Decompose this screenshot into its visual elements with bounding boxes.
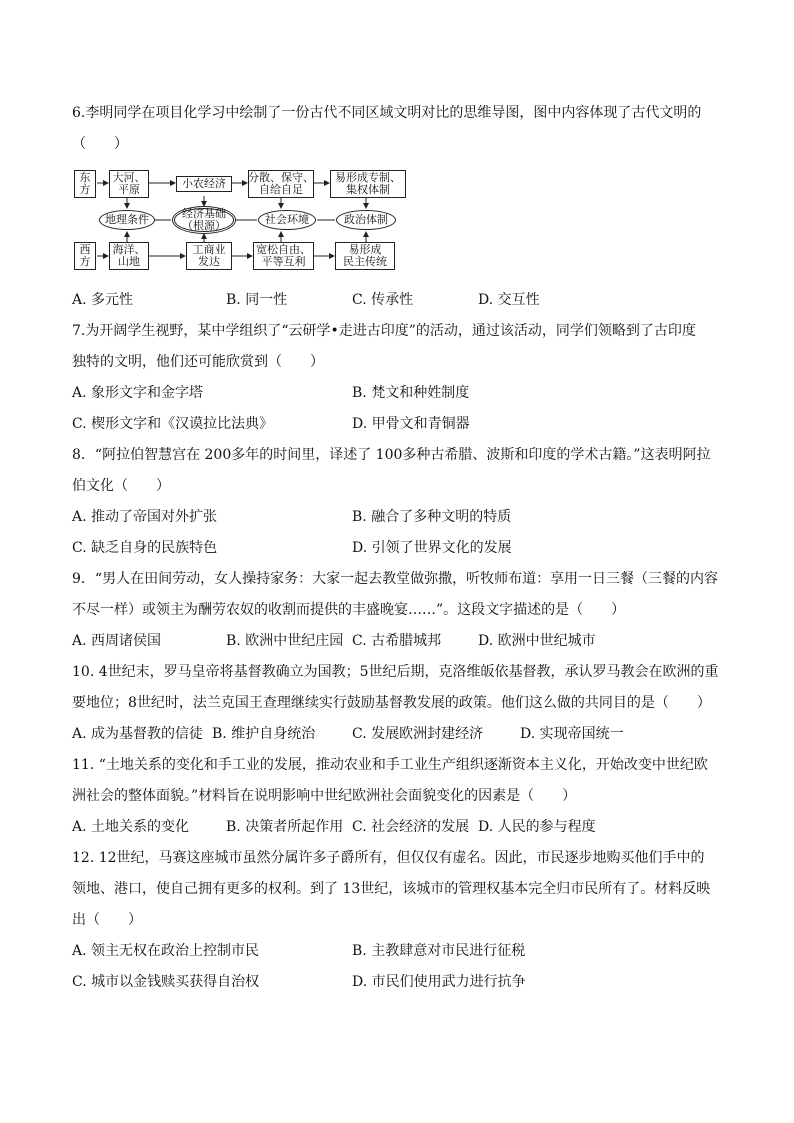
q12-option-d[interactable]: D. 市民们使用武力进行抗争	[352, 974, 526, 990]
west-economy-box: 工商业 发达	[186, 242, 232, 270]
q8-option-c[interactable]: C. 缺乏自身的民族特色	[72, 540, 218, 556]
social-environment-label: 社会环境	[258, 210, 316, 230]
civilization-mind-map	[72, 166, 412, 276]
q12-option-c[interactable]: C. 城市以金钱赎买获得自治权	[72, 974, 260, 990]
q9-option-c[interactable]: C. 古希腊城邦	[352, 633, 442, 649]
q10-option-d[interactable]: D. 实现帝国统一	[520, 726, 624, 742]
q7-option-d[interactable]: D. 甲骨文和青铜器	[352, 416, 470, 432]
q8-option-a[interactable]: A. 推动了帝国对外扩张	[72, 509, 218, 525]
q7-option-c[interactable]: C. 楔形文字和《汉谟拉比法典》	[72, 416, 274, 432]
q6-option-a[interactable]: A. 多元性	[72, 292, 134, 308]
west-label: 西 方	[74, 242, 96, 270]
q8-stem-line1: 8．“阿拉伯智慧宫在 200多年的时间里，译述了 100多种古希腊、波斯和印度的学术古籍。”这表明阿拉	[72, 447, 711, 463]
q12-stem-line2: 领地、港口，使自己拥有更多的权利。到了 13世纪，该城市的管理权基本完全归市民所有了。材料反映	[72, 881, 711, 897]
east-society-box: 分散、保守、 自给自足	[248, 171, 314, 196]
q9-option-d[interactable]: D. 欧洲中世纪城市	[478, 633, 596, 649]
geography-label: 地理条件	[99, 210, 155, 230]
q9-stem-line1: 9．“男人在田间劳动，女人操持家务：大家一起去教堂做弥撒，听牧师布道：享用一日三餐（三餐的内容	[72, 571, 719, 587]
q10-option-a[interactable]: A. 成为基督教的信徒	[72, 726, 204, 742]
q10-option-c[interactable]: C. 发展欧洲封建经济	[352, 726, 484, 742]
east-economy-box: 小农经济	[176, 176, 232, 192]
q9-option-b[interactable]: B. 欧洲中世纪庄园	[226, 633, 344, 649]
west-society-box: 宽松自由、 平等互利	[253, 242, 314, 270]
q6-option-d[interactable]: D. 交互性	[478, 292, 540, 308]
q12-stem-line3: 出（ ）	[72, 912, 142, 928]
q11-option-a[interactable]: A. 土地关系的变化	[72, 819, 190, 835]
q12-option-a[interactable]: A. 领主无权在政治上控制市民	[72, 943, 260, 959]
q6-stem-line1: 6.李明同学在项目化学习中绘制了一份古代不同区域文明对比的思维导图，图中内容体现了古代文明的	[72, 105, 702, 121]
q11-stem-line2: 洲社会的整体面貌。”材料旨在说明影响中世纪欧洲社会面貌变化的因素是（ ）	[72, 788, 577, 804]
q9-option-a[interactable]: A. 西周诸侯国	[72, 633, 162, 649]
q10-option-b[interactable]: B. 维护自身统治	[212, 726, 316, 742]
q7-stem-line1: 7.为开阔学生视野，某中学组织了“云研学•走进古印度”的活动，通过该活动，同学们领略到了古印度	[72, 323, 696, 339]
q6-option-c[interactable]: C. 传承性	[352, 292, 414, 308]
q10-stem-line2: 要地位；8世纪时，法兰克国王查理继续实行鼓励基督教发展的政策。他们这么做的共同目的是（ ）	[72, 695, 711, 711]
east-geography-box: 大河、 平原	[109, 170, 149, 198]
q11-stem-line1: 11. “土地关系的变化和手工业的发展，推动农业和手工业生产组织逐渐资本主义化，开始改变中世纪欧	[72, 757, 708, 773]
q6-option-b[interactable]: B. 同一性	[226, 292, 288, 308]
west-politics-box: 易形成 民主传统	[335, 242, 395, 270]
west-geography-box: 海洋、 山地	[109, 242, 149, 270]
economic-base-label: 经济基础 （根源）	[172, 206, 236, 234]
q10-stem-line1: 10. 4世纪末，罗马皇帝将基督教确立为国教；5世纪后期，克洛维皈依基督教，承认罗马教会在欧洲的重	[72, 664, 719, 680]
q6-stem-line2: （ ）	[72, 136, 128, 152]
political-system-label: 政治体制	[336, 210, 396, 230]
east-politics-box: 易形成专制、 集权体制	[330, 170, 406, 198]
q7-option-b[interactable]: B. 梵文和种姓制度	[352, 385, 470, 401]
q7-stem-line2: 独特的文明，他们还可能欣赏到（ ）	[72, 354, 324, 370]
q11-option-c[interactable]: C. 社会经济的发展	[352, 819, 470, 835]
q11-option-d[interactable]: D. 人民的参与程度	[478, 819, 596, 835]
q8-option-d[interactable]: D. 引领了世界文化的发展	[352, 540, 512, 556]
q12-stem-line1: 12. 12世纪，马赛这座城市虽然分属许多子爵所有，但仅仅有虚名。因此，市民逐步地购买他们手中的	[72, 850, 705, 866]
q8-option-b[interactable]: B. 融合了多种文明的特质	[352, 509, 512, 525]
q11-option-b[interactable]: B. 决策者所起作用	[226, 819, 344, 835]
q8-stem-line2: 伯文化（ ）	[72, 478, 170, 494]
q9-stem-line2: 不尽一样）或领主为酬劳农奴的收割而提供的丰盛晚宴……”。这段文字描述的是（ ）	[72, 602, 626, 618]
east-label: 东 方	[74, 170, 96, 198]
q12-option-b[interactable]: B. 主教肆意对市民进行征税	[352, 943, 526, 959]
q7-option-a[interactable]: A. 象形文字和金字塔	[72, 385, 204, 401]
